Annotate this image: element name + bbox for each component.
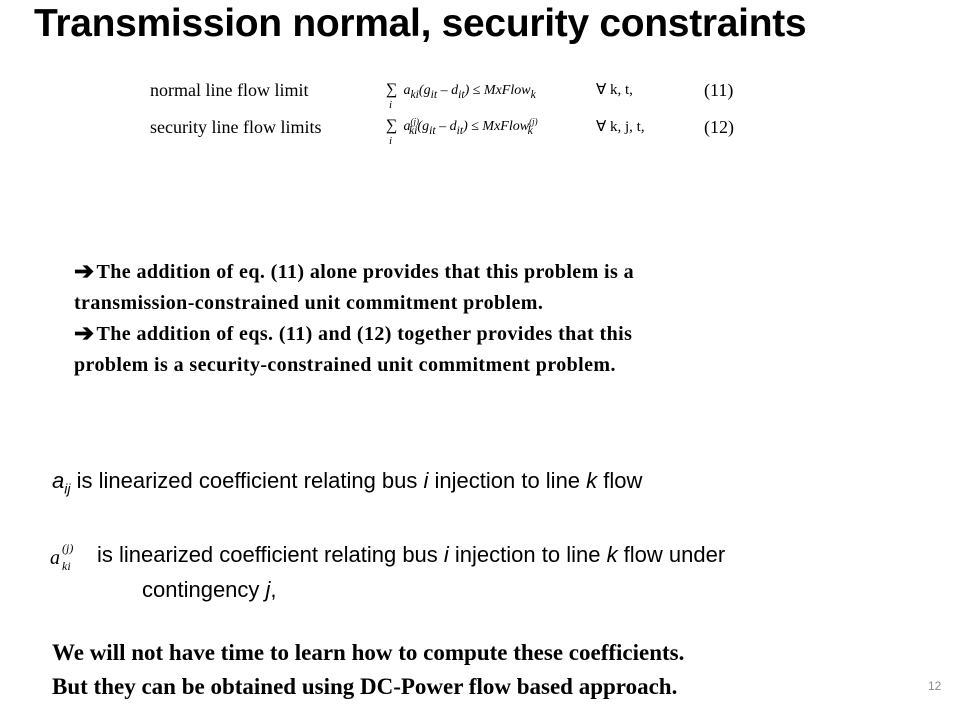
equation-11-label: normal line flow limit <box>150 80 309 100</box>
definition-aki-line1: is linearized coefficient relating bus i injection to line k flow under <box>97 542 726 567</box>
slide-title: Transmission normal, security constraints <box>34 2 807 45</box>
equation-12-forall: ∀ k, j, t, <box>596 119 645 135</box>
bullet-item-1: ➔ The addition of eq. (11) alone provides that this problem is a transmission-constrained unit commitment problem. <box>74 259 634 314</box>
sum-symbol: ∑ i <box>386 117 398 147</box>
arrow-right-icon: ➔ <box>74 259 95 285</box>
definition-aki-line2: contingency j, <box>142 577 277 602</box>
coefficient-symbol <box>48 540 90 572</box>
equation-12-number: (12) <box>704 117 734 137</box>
definition-aij: $a_{ij}$ is linearized coefficient relating bus i injection to line k flow <box>52 468 643 497</box>
arrow-right-icon: ➔ <box>74 321 95 347</box>
svg-text:ki: ki <box>62 559 71 572</box>
sum-symbol: ∑ i <box>386 81 398 111</box>
page-number: 12 <box>928 679 942 693</box>
equation-11-number: (11) <box>704 80 734 100</box>
equation-12-formula: ∑ i $a^{(j)}_{ki}(g_{it} - d_{it})$ ≤ MxFlow$^{(j)}_k$ <box>386 116 538 147</box>
bullet-list <box>74 257 874 381</box>
closing-line-1: We will not have time to learn how to compute these coefficients. <box>52 640 685 665</box>
closing-line-2: But they can be obtained using DC-Power flow based approach. <box>52 674 678 699</box>
closing-note <box>52 636 684 704</box>
svg-text:a: a <box>50 547 60 569</box>
equation-12-label: security line flow limits <box>150 117 322 137</box>
equation-11-forall: ∀ k, t, <box>596 82 633 98</box>
equation-11-formula: ∑ i $a_{ki}(g_{it} - d_{it})$ ≤ MxFlow$_k$ <box>386 81 536 111</box>
svg-text:(j): (j) <box>62 541 74 555</box>
bullet-item-2: ➔ The addition of eqs. (11) and (12) together provides that this problem is a security-constrained unit commitment problem. <box>74 321 633 376</box>
